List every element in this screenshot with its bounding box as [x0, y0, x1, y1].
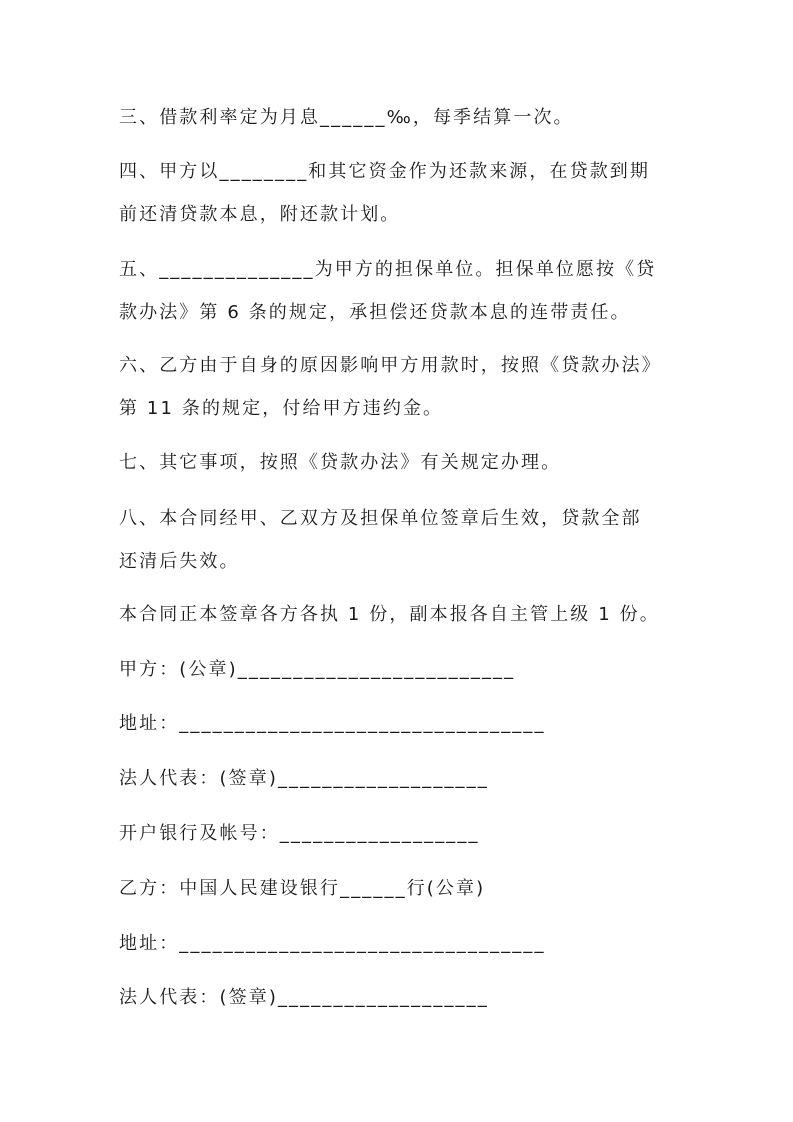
- clause-8-line-2: 还清后失效。: [119, 551, 240, 572]
- party-a-seal-line: 甲方：(公章)_________________________: [119, 659, 516, 680]
- copies-clause: 本合同正本签章各方各执 1 份，副本报各自主管上级 1 份。: [119, 604, 660, 625]
- party-b-seal-line: 乙方：中国人民建设银行______行(公章): [119, 878, 486, 899]
- clause-8-line-1: 八、本合同经甲、乙双方及担保单位签章后生效，贷款全部: [119, 508, 642, 529]
- clause-6-line-1: 六、乙方由于自身的原因影响甲方用款时，按照《贷款办法》: [119, 355, 662, 376]
- party-a-address-line: 地址：_________________________________: [119, 713, 546, 734]
- party-a-bank-account-line: 开户银行及帐号：__________________: [119, 823, 480, 844]
- clause-5-line-2: 款办法》第 6 条的规定，承担偿还贷款本息的连带责任。: [119, 302, 631, 323]
- clause-4-line-1: 四、甲方以________和其它资金作为还款来源，在贷款到期: [119, 161, 650, 182]
- party-a-representative-line: 法人代表：(签章)___________________: [119, 768, 489, 789]
- clause-5-line-1: 五、______________为甲方的担保单位。担保单位愿按《贷: [119, 259, 657, 280]
- clause-6-line-2: 第 11 条的规定，付给甲方违约金。: [119, 398, 444, 419]
- clause-3: 三、借款利率定为月息______‰，每季结算一次。: [119, 107, 574, 128]
- party-b-representative-line: 法人代表：(签章)___________________: [119, 987, 489, 1008]
- clause-7: 七、其它事项，按照《贷款办法》有关规定办理。: [119, 452, 562, 473]
- party-b-address-line: 地址：_________________________________: [119, 933, 546, 954]
- clause-4-line-2: 前还清贷款本息，附还款计划。: [119, 204, 401, 225]
